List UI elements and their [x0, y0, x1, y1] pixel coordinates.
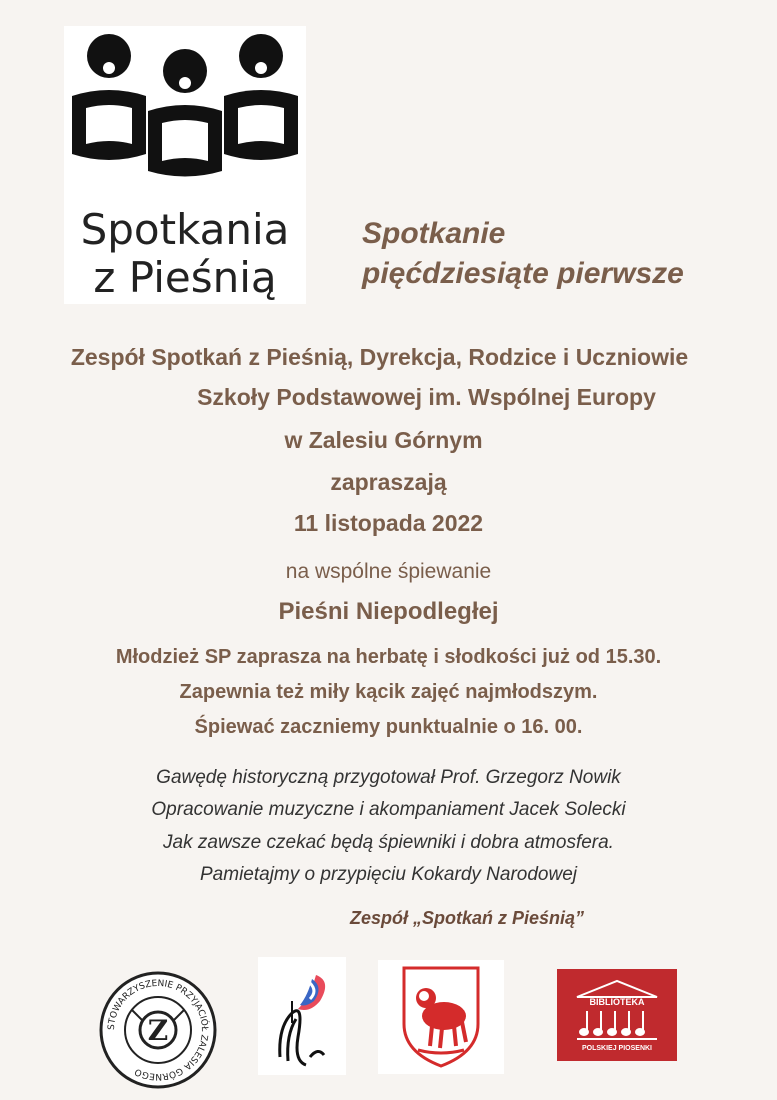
subtitle-line2: pięćdziesiąte pierwsze	[362, 257, 684, 290]
subtitle-line1: Spotkanie	[362, 217, 506, 250]
info-line1: Młodzież SP zaprasza na herbatę i słodkości już od 15.30.	[115, 646, 662, 668]
singers-icon	[64, 26, 306, 206]
association-seal-icon	[98, 970, 218, 1090]
invitation-line1: Zespół Spotkań z Pieśnią, Dyrekcja, Rodzice i Uczniowie	[70, 344, 689, 370]
coat-of-arms-icon	[378, 960, 504, 1074]
logo-title-line2: z Pieśnią	[93, 253, 277, 302]
credit-line2: Opracowanie muzyczne i akompaniament Jacek Solecki	[151, 799, 626, 820]
svg-text:Z: Z	[147, 1014, 169, 1047]
credit-line3: Jak zawsze czekać będą śpiewniki i dobra atmosfera.	[163, 832, 614, 853]
signature: Zespół „Spotkań z Pieśnią”	[350, 908, 585, 928]
invitation-line2: Szkoły Podstawowej im. Wspólnej Europy	[197, 384, 656, 410]
meeting-subtitle	[362, 214, 684, 294]
quill-logo-icon	[258, 957, 346, 1075]
logo-title-line1: Spotkania	[80, 205, 290, 254]
invitation-line6: na wspólne śpiewanie	[285, 560, 492, 583]
invitation-line4: zapraszają	[330, 469, 447, 495]
credit-line1: Gawędę historyczną przygotował Prof. Grzegorz Nowik	[156, 767, 621, 788]
spotkania-logo	[64, 26, 306, 304]
invitation-line3: w Zalesiu Górnym	[284, 427, 483, 453]
credit-line4: Pamietajmy o przypięciu Kokardy Narodowej	[200, 864, 577, 885]
info-line3: Śpiewać zaczniemy punktualnie o 16. 00.	[194, 716, 583, 738]
event-title: Pieśni Niepodległej	[278, 598, 499, 625]
svg-text:POLSKIEJ PIOSENKI: POLSKIEJ PIOSENKI	[581, 1045, 653, 1052]
event-date: 11 listopada 2022	[293, 510, 484, 536]
info-line2: Zapewnia też miły kącik zajęć najmłodszym.	[179, 681, 598, 703]
svg-text:BIBLIOTEKA: BIBLIOTEKA	[589, 997, 645, 1007]
svg-text:STOWARZYSZENIE PRZYJACIÓŁ ZALE: STOWARZYSZENIE PRZYJACIÓŁ ZALESIA GÓRNEGO	[106, 978, 210, 1082]
library-logo-icon	[557, 969, 677, 1061]
